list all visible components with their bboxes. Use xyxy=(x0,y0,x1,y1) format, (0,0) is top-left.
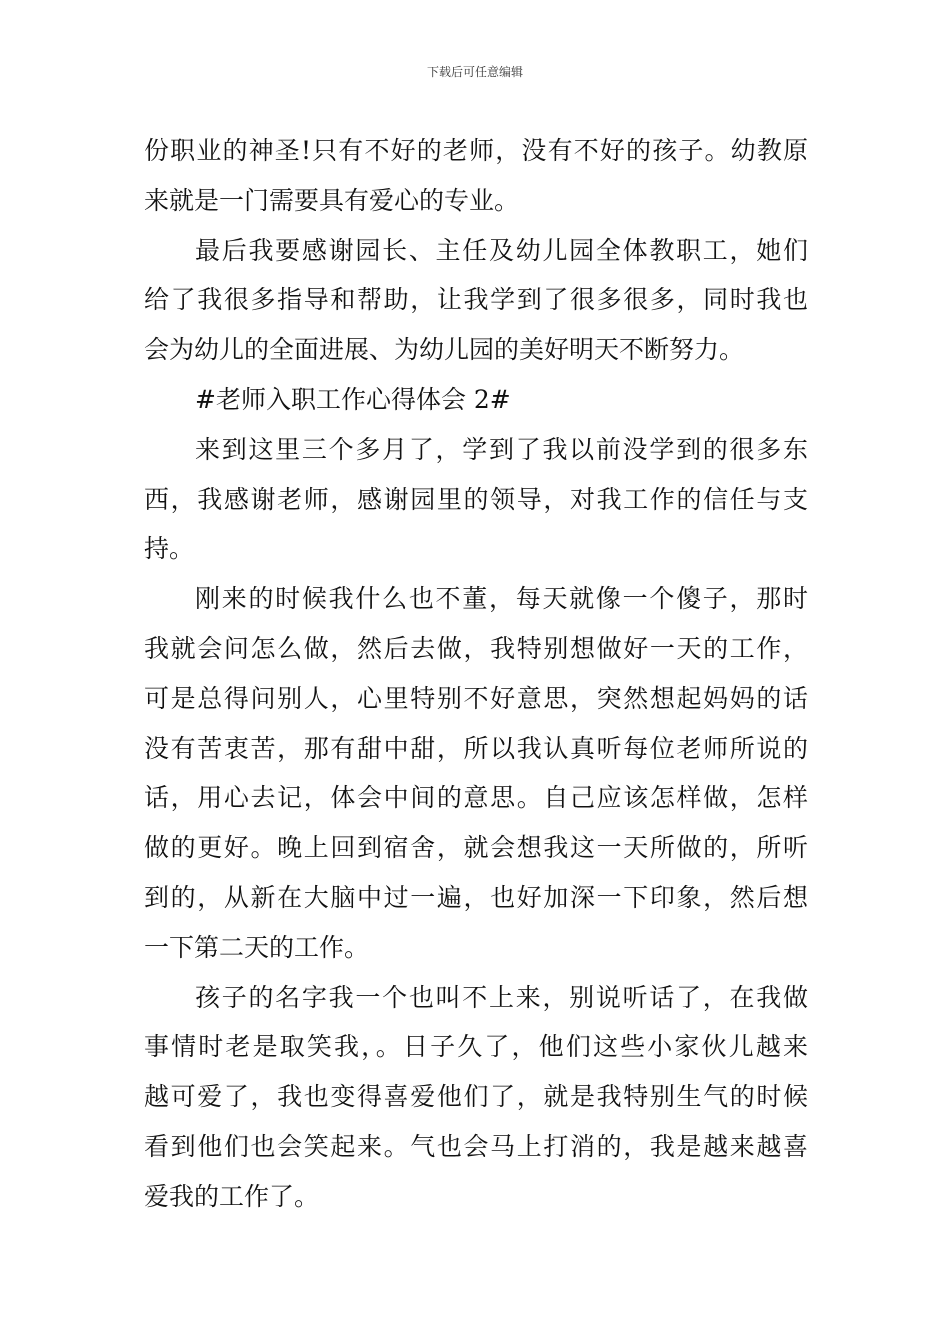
text-line: 事情时老是取笑我，。日子久了，他们这些小家伙儿越来 xyxy=(144,1032,808,1062)
text-line: 份职业的神圣!只有不好的老师，没有不好的孩子。幼教原 xyxy=(144,136,808,165)
text-line: 爱我的工作了。 xyxy=(144,1181,320,1211)
text-line: 给了我很多指导和帮助，让我学到了很多很多，同时我也 xyxy=(144,285,808,315)
text-line: 刚来的时候我什么也不董，每天就像一个傻子，那时 xyxy=(195,584,808,614)
text-line: 我就会问怎么做，然后去做，我特别想做好一天的工作， xyxy=(144,633,808,663)
text-line: 一下第二天的工作。 xyxy=(144,932,370,962)
text-line: 西，我感谢老师，感谢园里的领导，对我工作的信任与支 xyxy=(144,484,808,514)
page-header: 下载后可任意编辑 xyxy=(426,65,523,79)
text-line: 最后我要感谢园长、主任及幼儿园全体教职工，她们 xyxy=(195,235,808,265)
text-line: 到的，从新在大脑中过一遍，也好加深一下印象，然后想 xyxy=(144,882,808,912)
text-line: 做的更好。晚上回到宿舍，就会想我这一天所做的，所听 xyxy=(144,833,808,863)
text-line: 来到这里三个多月了，学到了我以前没学到的很多东 xyxy=(195,434,808,464)
document-body xyxy=(144,126,808,1222)
text-line: 看到他们也会笑起来。气也会马上打消的，我是越来越喜 xyxy=(144,1131,808,1161)
text-line: 越可爱了，我也变得喜爱他们了，就是我特别生气的时候 xyxy=(144,1082,808,1112)
text-line: 没有苦衷苦，那有甜中甜，所以我认真听每位老师所说的 xyxy=(144,733,808,763)
text-line: 话，用心去记，体会中间的意思。自己应该怎样做，怎样 xyxy=(144,783,808,813)
section-heading: #老师入职工作心得体会 2# xyxy=(195,384,511,414)
text-line: 来就是一门需要具有爱心的专业。 xyxy=(144,185,520,215)
text-line: 可是总得问别人，心里特别不好意思，突然想起妈妈的话 xyxy=(144,683,808,713)
text-line: 孩子的名字我一个也叫不上来，别说听话了，在我做 xyxy=(195,982,808,1012)
text-line: 持。 xyxy=(144,534,195,564)
text-line: 会为幼儿的全面进展、为幼儿园的美好明天不断努力。 xyxy=(144,335,745,365)
